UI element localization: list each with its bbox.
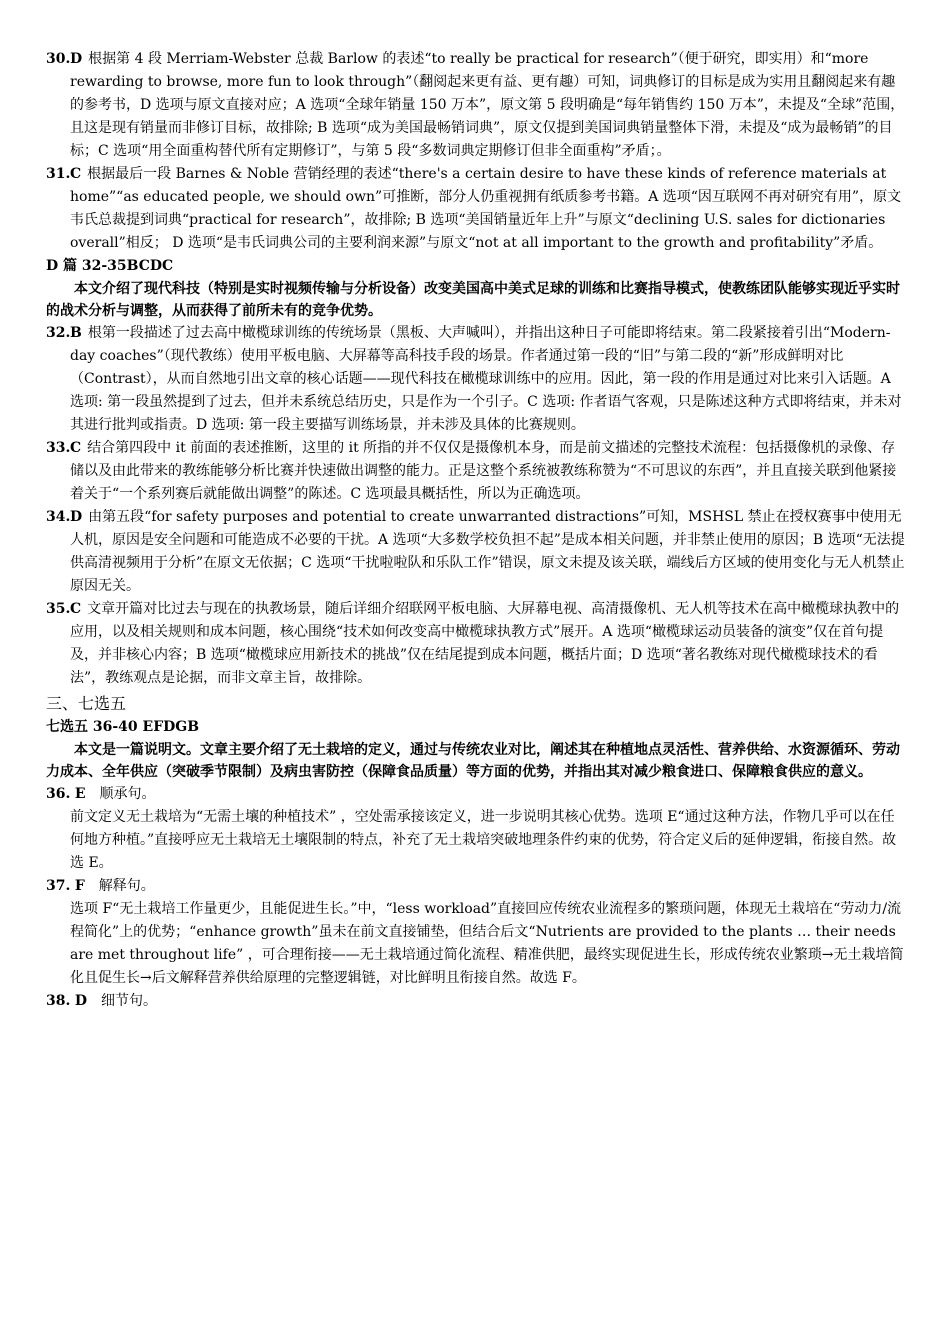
answer-letter: C — [70, 601, 82, 617]
question-number: 31. — [46, 166, 71, 182]
question-number: 34. — [46, 509, 71, 525]
answer-item-31 — [46, 163, 908, 255]
answer-letter: F — [74, 878, 85, 894]
answer-letter: D — [74, 993, 87, 1009]
section-header: 七选五 36-40 EFDGB — [46, 719, 200, 735]
part-d-summary: 本文介绍了现代科技（特别是实时视频传输与分析设备）改变美国高中美式足球的训练和比赛指导模式，使教练团队能够实现近乎实时的战术分析与调整，从而获得了前所未有的竞争优势。 — [46, 281, 900, 319]
answer-item-37-text: 选项 F“无土栽培工作量更少，且能促进生长。”中，“less workload”直接回应传统农业流程多的繁琐问题，体现无土栽培在“劳动力/流程简化”上的优势；“enhance growth”虽未在前文直接铺垫，但结合后文“Nutrients are provided to the plants … their needs are met throughout life” ，可合理衔接——无土栽培通过简化流程、精准供肥，最终实现促进生长，形成传统农业繁琐→无土栽培简化且促生长→后文解释营养供给原理的完整逻辑链，对比鲜明且衔接自然。故选 F。 — [70, 901, 904, 986]
explanation-text: 根据最后一段 Barnes & Noble 营销经理的表述“there's a certain desire to have these kinds of reference materials at home”“as educated people, we should own”可推断，部分人仍重视拥有纸质参考书籍。A 选项“因互联网不再对研究有用”，原文韦氏总裁提到词典“practical for research”，故排除; B 选项“美国销量近年上升”与原文“declining U.S. sales for dictionaries overall”相反； D 选项“是韦氏词典公司的主要利润来源”与原文“not at all important to the growth and profitability”矛盾。 — [70, 166, 902, 251]
explanation-text: 根据第 4 段 Merriam-Webster 总裁 Barlow 的表述“to really be practical for research”（便于研究，即实用）和“more rewarding to browse, more fun to look through”（翻阅起来更有益、更有趣）可知，词典修订的目标是成为实用且翻阅起来有趣的参考书，D 选项与原文直接对应；A 选项“全球年销量 150 万本”，原文第 5 段明确是“每年销售约 150 万本”，未提及“全球”范围，且这是现有销量而非修订目标，故排除; B 选项“成为美国最畅销词典”，原文仅提到美国词典销量整体下滑，未提及“成为最畅销”的目标；C 选项“用全面重构替代所有定期修订”，与第 5 段“多数词典定期修订但非全面重构”矛盾；。 — [70, 51, 905, 159]
question-number: 33. — [46, 440, 71, 456]
answer-letter: C — [70, 440, 82, 456]
explanation-text: 根第一段描述了过去高中橄榄球训练的传统场景（黑板、大声喊叫），并指出这种日子可能即将结束。第二段紧接着引出“Modern-day coaches”（现代教练）使用平板电脑、大屏幕等高科技手段的场景。作者通过第一段的“旧”与第二段的“新”形成鲜明对比（Contrast），从而自然地引出文章的核心话题——现代科技在橄榄球训练中的应用。因此，第一段的作用是通过对比来引入话题。A 选项: 第一段虽然提到了过去，但并未系统总结历史，只是作为一个引子。C 选项: 作者语气客观，只是陈述这种方式即将结束，并未对其进行批判或指责。D 选项: 第一段主要描写训练场景，并未涉及具体的比赛规则。 — [70, 325, 902, 433]
answer-item-38-head — [46, 990, 908, 1013]
question-number: 37. — [46, 878, 71, 894]
answer-item-36-text: 前文定义无土栽培为“无需土壤的种植技术” ，空处需承接该定义，进一步说明其核心优势。选项 E“通过这种方法，作物几乎可以在任何地方种植。”直接呼应无土栽培无土壤限制的特点，补充了无土栽培突破地理条件约束的优势，符合定义后的延伸逻辑，衔接自然。故选 E。 — [70, 809, 897, 871]
section-summary: 本文是一篇说明文。文章主要介绍了无土栽培的定义，通过与传统农业对比，阐述其在种植地点灵活性、营养供给、水资源循环、劳动力成本、全年供应（突破季节限制）及病虫害防控（保障食品质量）等方面的优势，并指出其对减少粮食进口、保障粮食供应的意义。 — [46, 742, 900, 780]
explanation-text: 结合第四段中 it 前面的表述推断，这里的 it 所指的并不仅仅是摄像机本身，而是前文描述的完整技术流程：包括摄像机的录像、存储以及由此带来的教练能够分析比赛并快速做出调整的能力。正是这整个系统被教练称赞为“不可思议的东西”，并且直接关联到他紧接着关于“一个系列赛后就能做出调整”的陈述。C 选项最具概括性，所以为正确选项。 — [70, 440, 897, 502]
question-number: 30. — [46, 51, 71, 67]
answer-letter: C — [70, 166, 82, 182]
answer-item-30 — [46, 48, 908, 163]
answer-letter: E — [74, 786, 86, 802]
answer-letter: D — [70, 509, 83, 525]
answer-item-36-head — [46, 783, 908, 806]
answer-item-33 — [46, 437, 908, 506]
explanation-text: 文章开篇对比过去与现在的执教场景，随后详细介绍联网平板电脑、大屏幕电视、高清摄像机、无人机等技术在高中橄榄球执教中的应用，以及相关规则和成本问题，核心围绕“技术如何改变高中橄榄球执教方式”展开。A 选项“橄榄球运动员装备的演变”仅在首句提及，并非核心内容；B 选项“橄榄球应用新技术的挑战”仅在结尾提到成本问题，概括片面；D 选项“著名教练对现代橄榄球技术的看法”，教练观点是论据，而非文章主旨，故排除。 — [70, 601, 900, 686]
answer-letter: B — [70, 325, 82, 341]
answer-item-35 — [46, 598, 908, 690]
question-type: 顺承句。 — [99, 786, 156, 802]
question-number: 38. — [46, 993, 71, 1009]
answer-item-34 — [46, 506, 908, 598]
answer-item-32 — [46, 322, 908, 437]
answer-key-page — [46, 48, 908, 1013]
answer-letter: D — [70, 51, 83, 67]
question-number: 35. — [46, 601, 71, 617]
question-type: 解释句。 — [98, 878, 155, 894]
section-title: 三、七选五 — [46, 694, 127, 713]
question-number: 32. — [46, 325, 71, 341]
question-type: 细节句。 — [100, 993, 157, 1009]
question-number: 36. — [46, 786, 71, 802]
explanation-text: 由第五段“for safety purposes and potential to create unwarranted distractions”可知，MSHSL 禁止在授权赛事中使用无人机，原因是安全问题和可能造成不必要的干扰。A 选项“大多数学校负担不起”是成本相关问题，并非禁止使用的原因；B 选项“无法提供高清视频用于分析”在原文无依据；C 选项“干扰啦啦队和乐队工作”错误，原文未提及该关联，端线后方区域的使用变化与无人机禁止原因无关。 — [70, 509, 905, 594]
part-d-header: D 篇 32-35BCDC — [46, 258, 174, 274]
answer-item-37-head — [46, 875, 908, 898]
